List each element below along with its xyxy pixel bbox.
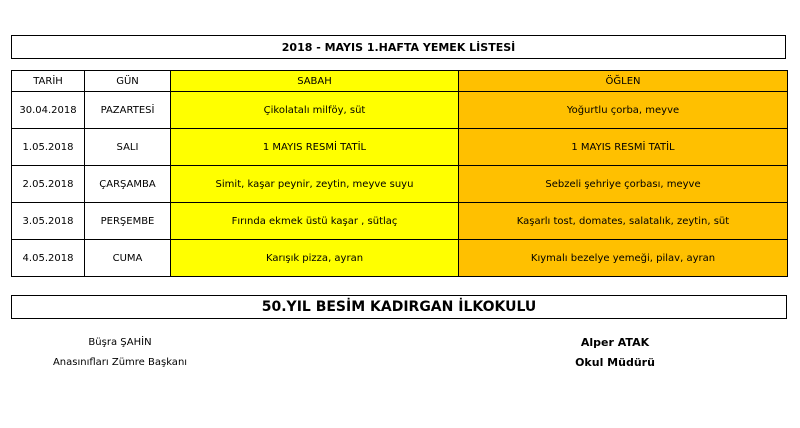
- signature-right-role: Okul Müdürü: [575, 356, 655, 369]
- row-day: PAZARTESİ: [85, 92, 171, 129]
- row-noon-meal: 1 MAYIS RESMİ TATİL: [459, 129, 788, 166]
- row-day: PERŞEMBE: [85, 203, 171, 240]
- table-row: [12, 92, 788, 129]
- header-noon: ÖĞLEN: [459, 71, 788, 92]
- table-row: [12, 129, 788, 166]
- row-noon-meal: Kıymalı bezelye yemeği, pilav, ayran: [459, 240, 788, 277]
- header-date: TARİH: [12, 71, 85, 92]
- table-row: [12, 166, 788, 203]
- menu-title: 2018 - MAYIS 1.HAFTA YEMEK LİSTESİ: [11, 35, 786, 59]
- row-morning-meal: Simit, kaşar peynir, zeytin, meyve suyu: [171, 166, 459, 203]
- table-row: [12, 240, 788, 277]
- signature-left: [40, 333, 200, 373]
- row-date: 2.05.2018: [12, 166, 85, 203]
- row-day: SALI: [85, 129, 171, 166]
- signature-right-name: Alper ATAK: [580, 336, 650, 349]
- row-noon-meal: Kaşarlı tost, domates, salatalık, zeytin, süt: [459, 203, 788, 240]
- meal-table: [11, 70, 788, 277]
- header-day: GÜN: [85, 71, 171, 92]
- row-morning-meal: Çikolatalı milföy, süt: [171, 92, 459, 129]
- row-morning-meal: 1 MAYIS RESMİ TATİL: [171, 129, 459, 166]
- school-name: 50.YIL BESİM KADIRGAN İLKOKULU: [11, 295, 787, 319]
- row-date: 30.04.2018: [12, 92, 85, 129]
- table-header-row: [12, 71, 788, 92]
- row-day: ÇARŞAMBA: [85, 166, 171, 203]
- row-date: 4.05.2018: [12, 240, 85, 277]
- signature-right: [560, 333, 670, 373]
- row-date: 3.05.2018: [12, 203, 85, 240]
- row-noon-meal: Sebzeli şehriye çorbası, meyve: [459, 166, 788, 203]
- row-noon-meal: Yoğurtlu çorba, meyve: [459, 92, 788, 129]
- row-morning-meal: Fırında ekmek üstü kaşar , sütlaç: [171, 203, 459, 240]
- row-morning-meal: Karışık pizza, ayran: [171, 240, 459, 277]
- signature-left-name: Büşra ŞAHİN: [88, 337, 152, 348]
- header-morning: SABAH: [171, 71, 459, 92]
- row-date: 1.05.2018: [12, 129, 85, 166]
- row-day: CUMA: [85, 240, 171, 277]
- table-row: [12, 203, 788, 240]
- signature-left-role: Anasınıfları Zümre Başkanı: [52, 357, 188, 368]
